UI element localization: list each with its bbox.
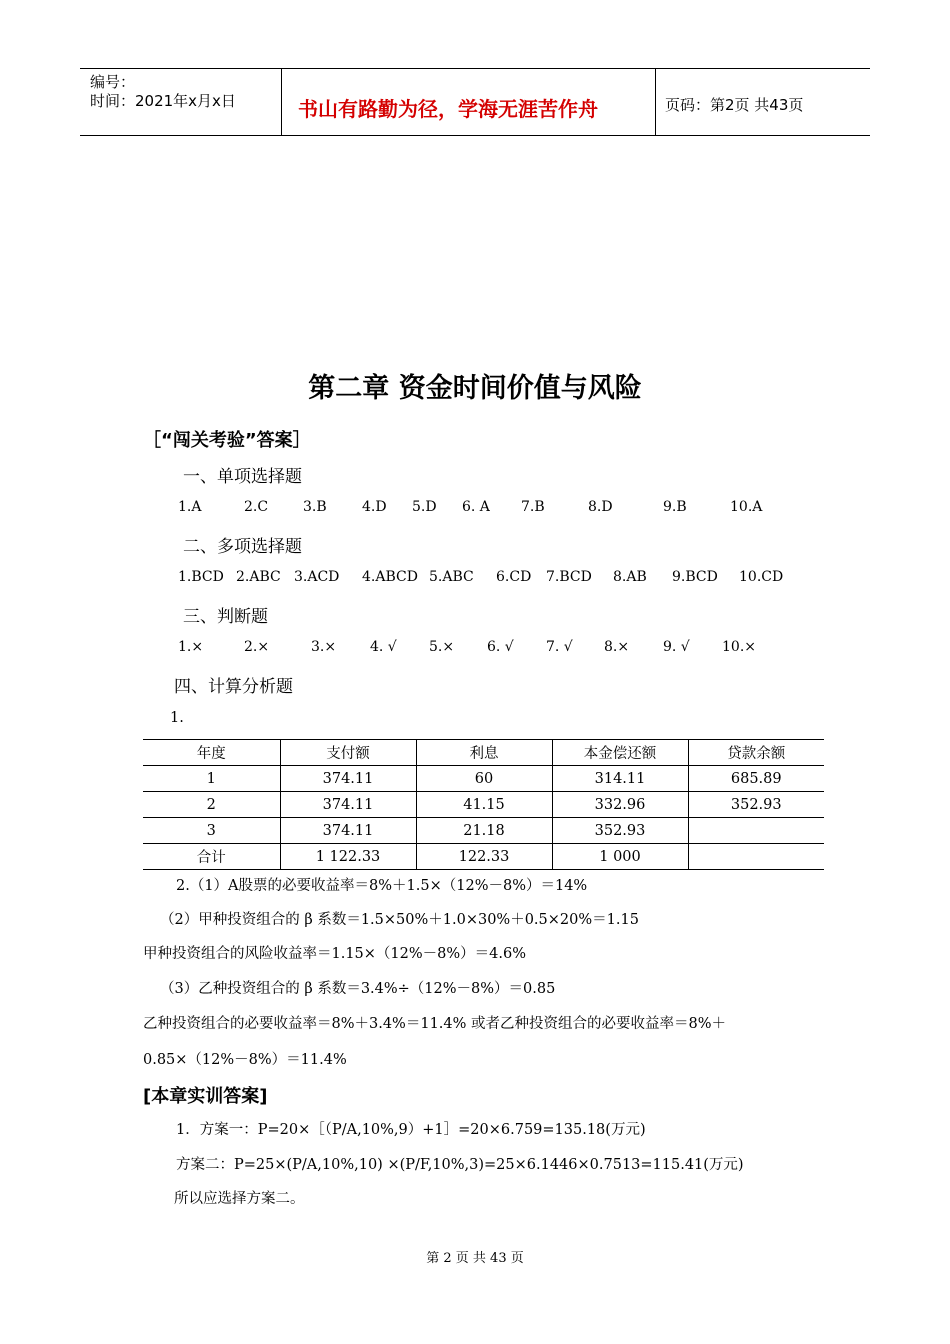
answer-item: 8.× (604, 639, 630, 655)
answer-item: 4. √ (370, 639, 397, 655)
table-cell: 122.33 (416, 844, 552, 870)
answer-item: 9. √ (663, 639, 690, 655)
table-row (143, 844, 824, 870)
calc-line: 甲种投资组合的风险收益率＝1.15×（12%－8%）＝4.6% (143, 946, 527, 962)
table-cell: 374.11 (280, 818, 416, 844)
table-cell (688, 818, 824, 844)
table-header-cell: 利息 (416, 740, 552, 766)
table-cell: 1 122.33 (280, 844, 416, 870)
header-date: 时间：2021年x月x日 (90, 92, 236, 110)
table-cell: 352.93 (688, 792, 824, 818)
answer-item: 3.B (303, 499, 327, 515)
answer-item: 1.BCD (178, 569, 224, 585)
table-cell: 332.96 (552, 792, 688, 818)
repayment-table (143, 739, 824, 870)
table-cell: 21.18 (416, 818, 552, 844)
training-line: 所以应选择方案二。 (174, 1191, 305, 1207)
multiple-answers-row (0, 569, 950, 589)
table-header-cell: 支付额 (280, 740, 416, 766)
answer-item: 1.× (178, 639, 204, 655)
answer-item: 8.AB (613, 569, 647, 585)
single-answers-row (0, 499, 950, 519)
quiz-heading: ［“闯关考验”答案］ (143, 430, 311, 451)
answer-item: 7.BCD (546, 569, 592, 585)
table-cell: 314.11 (552, 766, 688, 792)
answer-item: 6. A (462, 499, 490, 515)
table-cell: 1 000 (552, 844, 688, 870)
answer-item: 4.ABCD (362, 569, 418, 585)
answer-item: 10.A (730, 499, 763, 515)
answer-item: 2.ABC (236, 569, 281, 585)
calc-line: 0.85×（12%－8%）＝11.4% (143, 1052, 347, 1068)
table-cell: 352.93 (552, 818, 688, 844)
table-row (143, 818, 824, 844)
table-cell: 41.15 (416, 792, 552, 818)
table-header-cell: 贷款余额 (688, 740, 824, 766)
calc-line: 乙种投资组合的必要收益率＝8%＋3.4%＝11.4% 或者乙种投资组合的必要收益率＝8%＋ (143, 1016, 727, 1032)
answer-item: 7.B (521, 499, 545, 515)
training-heading: [本章实训答案] (143, 1086, 268, 1107)
section-judge-title: 三、判断题 (183, 607, 268, 627)
answer-item: 5.× (429, 639, 455, 655)
answer-item: 6. √ (487, 639, 514, 655)
answer-item: 3.× (311, 639, 337, 655)
table-cell: 1 (143, 766, 280, 792)
answer-item: 3.ACD (294, 569, 340, 585)
training-line: 方案二：P=25×(P/A,10%,10) ×(P/F,10%,3)=25×6.1446×0.7513=115.41(万元) (176, 1157, 744, 1173)
header-number-label: 编号： (90, 73, 136, 91)
training-line: 1．方案一：P=20×［（P/A,10%,9）+1］=20×6.759=135.18(万元) (176, 1122, 646, 1138)
calc-line: （2）甲种投资组合的 β 系数＝1.5×50%＋1.0×30%＋0.5×20%＝1.15 (160, 912, 639, 928)
table-cell: 374.11 (280, 792, 416, 818)
answer-item: 2.× (244, 639, 270, 655)
header-divider-left (281, 68, 282, 136)
judge-answers-row (0, 639, 950, 659)
header-divider-right (655, 68, 656, 136)
answer-item: 7. √ (546, 639, 573, 655)
table-row (143, 792, 824, 818)
section-calc-title: 四、计算分析题 (174, 677, 293, 697)
table-header-cell: 本金偿还额 (552, 740, 688, 766)
answer-item: 10.× (722, 639, 756, 655)
calc-q1-label: 1. (170, 710, 184, 726)
answer-item: 1.A (178, 499, 202, 515)
answer-item: 8.D (588, 499, 613, 515)
section-single-title: 一、单项选择题 (183, 467, 302, 487)
header-top-rule (80, 68, 870, 69)
table-cell: 60 (416, 766, 552, 792)
table-row (143, 766, 824, 792)
answer-item: 9.B (663, 499, 687, 515)
table-cell: 685.89 (688, 766, 824, 792)
answer-item: 5.D (412, 499, 437, 515)
answer-item: 6.CD (496, 569, 532, 585)
answer-item: 2.C (244, 499, 269, 515)
calc-line: （3）乙种投资组合的 β 系数＝3.4%÷（12%－8%）＝0.85 (160, 981, 556, 997)
header-page-info: 页码：第2页 共43页 (665, 96, 804, 114)
answer-item: 9.BCD (672, 569, 718, 585)
chapter-title: 第二章 资金时间价值与风险 (308, 373, 642, 404)
header-motto: 书山有路勤为径，学海无涯苦作舟 (298, 97, 598, 121)
calc-line: 2.（1）A股票的必要收益率＝8%＋1.5×（12%－8%）＝14% (176, 878, 588, 894)
header-bottom-rule (80, 135, 870, 136)
footer-page-number: 第 2 页 共 43 页 (426, 1251, 524, 1266)
section-multiple-title: 二、多项选择题 (183, 537, 302, 557)
table-header-cell: 年度 (143, 740, 280, 766)
table-cell: 2 (143, 792, 280, 818)
answer-item: 5.ABC (429, 569, 474, 585)
table-header-row (143, 740, 824, 766)
table-cell: 374.11 (280, 766, 416, 792)
answer-item: 10.CD (739, 569, 784, 585)
table-cell (688, 844, 824, 870)
answer-item: 4.D (362, 499, 387, 515)
table-cell: 3 (143, 818, 280, 844)
table-cell: 合计 (143, 844, 280, 870)
